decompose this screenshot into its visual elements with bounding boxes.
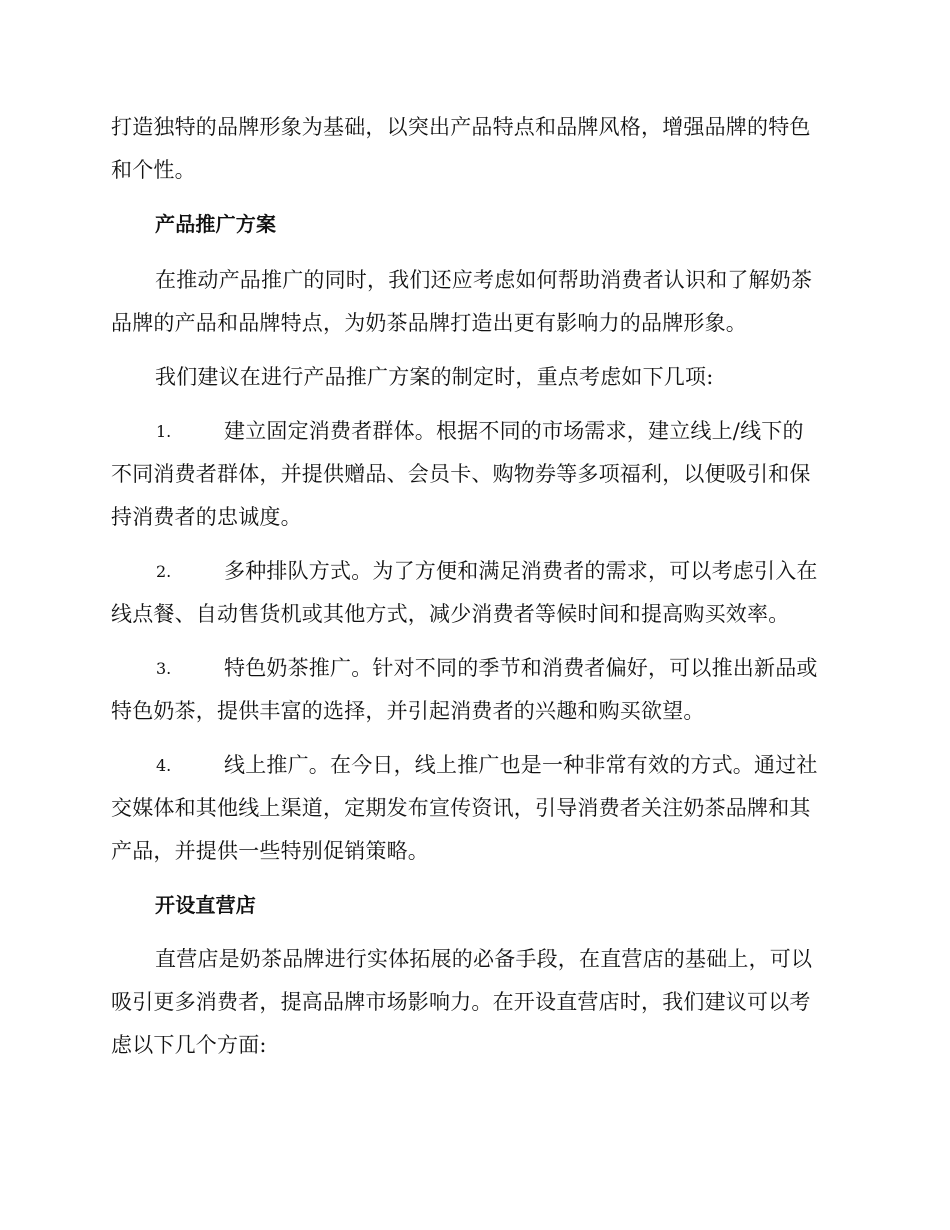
intro-line-2: 和个性。 bbox=[111, 158, 196, 182]
list-item-number: 4. bbox=[156, 756, 172, 775]
list-item-2-line-1: 多种排队方式。为了方便和满足消费者的需求，可以考虑引入在 bbox=[224, 559, 818, 583]
list-item-3-line-1: 特色奶茶推广。针对不同的季节和消费者偏好，可以推出新品或 bbox=[224, 656, 818, 680]
list-item-1-line-2: 不同消费者群体，并提供赠品、会员卡、购物券等多项福利，以便吸引和保 bbox=[111, 462, 811, 486]
list-item-number: 3. bbox=[156, 659, 172, 678]
list-item-1-line-1: 建立固定消费者群体。根据不同的市场需求，建立线上/线下的 bbox=[224, 419, 804, 443]
heading-product-promotion: 产品推广方案 bbox=[155, 212, 277, 236]
store-para1-line-1: 直营店是奶茶品牌进行实体拓展的必备手段，在直营店的基础上，可以 bbox=[155, 947, 813, 971]
list-item-2-line-2: 线点餐、自动售货机或其他方式，减少消费者等候时间和提高购买效率。 bbox=[111, 602, 790, 626]
promotion-para1-line-1: 在推动产品推广的同时，我们还应考虑如何帮助消费者认识和了解奶茶 bbox=[155, 268, 813, 292]
list-item-number: 2. bbox=[156, 562, 172, 581]
list-item-number: 1. bbox=[156, 422, 172, 441]
heading-direct-store: 开设直营店 bbox=[155, 893, 256, 917]
intro-line-1: 打造独特的品牌形象为基础，以突出产品特点和品牌风格，增强品牌的特色 bbox=[111, 115, 811, 139]
promotion-para1-line-2: 品牌的产品和品牌特点，为奶茶品牌打造出更有影响力的品牌形象。 bbox=[111, 311, 747, 335]
list-item-4-line-1: 线上推广。在今日，线上推广也是一种非常有效的方式。通过社 bbox=[224, 753, 818, 777]
list-item-4-line-2: 交媒体和其他线上渠道，定期发布宣传资讯，引导消费者关注奶茶品牌和其 bbox=[111, 796, 811, 820]
list-item-1-line-3: 持消费者的忠诚度。 bbox=[111, 505, 302, 529]
store-para1-line-2: 吸引更多消费者，提高品牌市场影响力。在开设直营店时，我们建议可以考 bbox=[111, 990, 811, 1014]
list-item-3-line-2: 特色奶茶，提供丰富的选择，并引起消费者的兴趣和购买欲望。 bbox=[111, 699, 705, 723]
list-item-4-line-3: 产品，并提供一些特别促销策略。 bbox=[111, 839, 429, 863]
store-para1-line-3: 虑以下几个方面: bbox=[111, 1033, 267, 1057]
promotion-para2: 我们建议在进行产品推广方案的制定时，重点考虑如下几项: bbox=[155, 365, 714, 389]
